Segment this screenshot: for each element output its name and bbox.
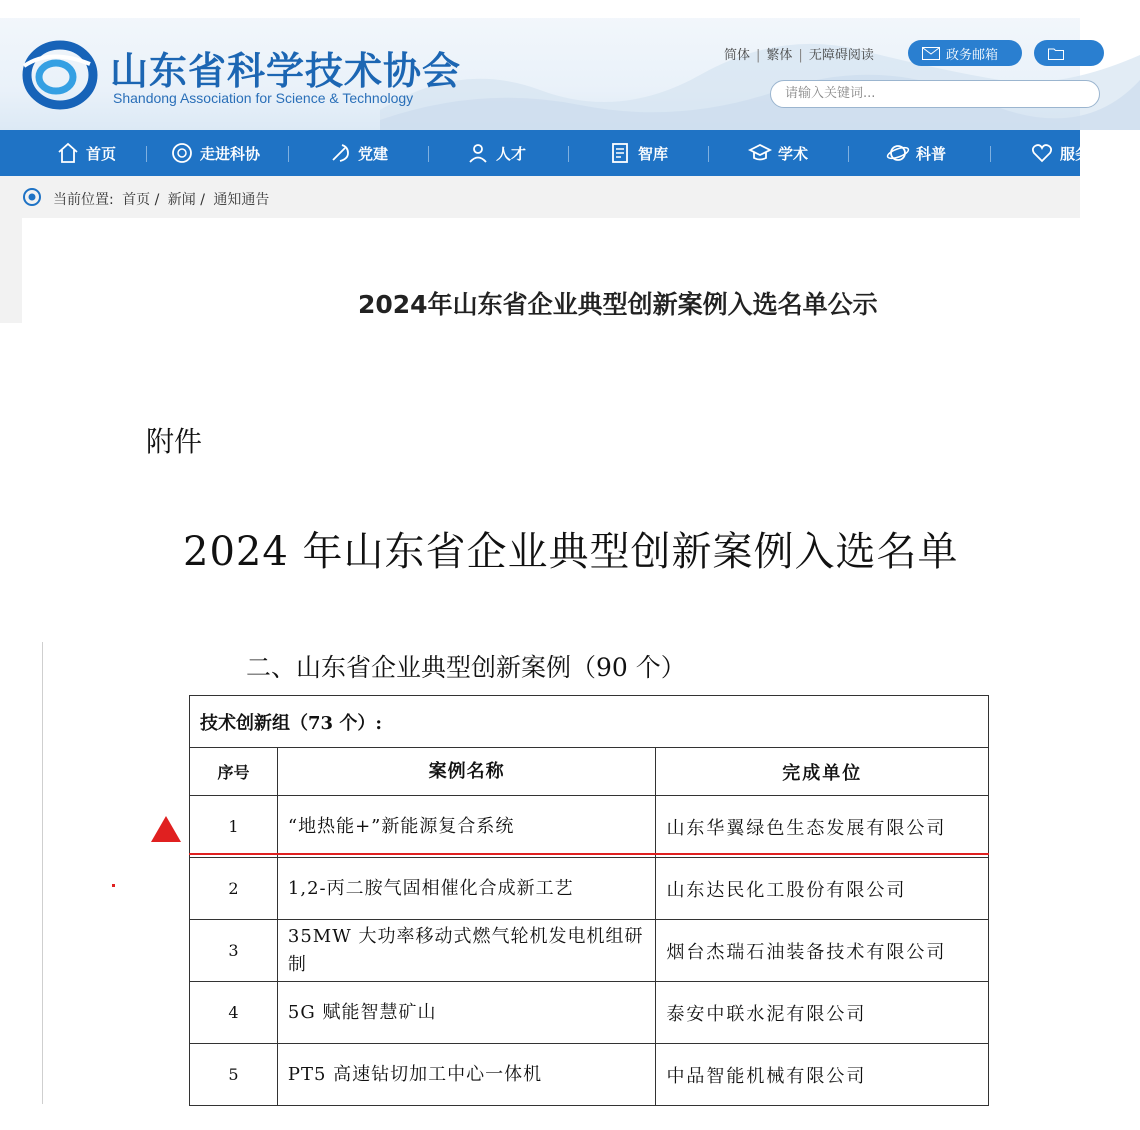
table-row	[190, 982, 989, 1044]
nav-divider	[848, 146, 849, 162]
location-icon	[22, 187, 42, 207]
site-name-en: Shandong Association for Science & Technology	[113, 90, 414, 106]
header-name: 案例名称	[277, 748, 656, 796]
nav-divider	[428, 146, 429, 162]
breadcrumb	[0, 176, 1080, 218]
gov-mail-label: 政务邮箱	[946, 47, 999, 63]
case-table	[189, 695, 989, 1106]
row-no: 2	[190, 858, 278, 920]
document-icon	[608, 141, 632, 165]
search-input[interactable]: 请输入关键词...	[770, 80, 1100, 108]
group-label: 技术创新组（73 个）:	[190, 696, 989, 748]
nav-item-service[interactable]: 服务	[1030, 130, 1090, 176]
table-row	[190, 1044, 989, 1106]
highlight-dot	[112, 884, 115, 887]
nav-item-science[interactable]: 科普	[886, 130, 946, 176]
header-unit: 完成单位	[656, 748, 989, 796]
nav-divider	[146, 146, 147, 162]
row-name: 1,2-丙二胺气固相催化合成新工艺	[277, 858, 656, 920]
article-title: 2024年山东省企业典型创新案例入选名单公示	[358, 290, 878, 319]
doc-section-heading: 二、山东省企业典型创新案例（90 个）	[246, 653, 686, 682]
highlight-underline	[189, 853, 989, 855]
highlight-triangle-icon	[151, 816, 181, 842]
row-name: 5G 赋能智慧矿山	[277, 982, 656, 1044]
main-nav	[0, 130, 1091, 176]
home-icon	[56, 141, 80, 165]
row-no: 4	[190, 982, 278, 1044]
person-icon	[466, 141, 490, 165]
table-row	[190, 920, 989, 982]
doc-page-edge	[42, 642, 43, 1104]
table-row	[190, 858, 989, 920]
row-name: 35MW 大功率移动式燃气轮机发电机组研制	[277, 920, 656, 982]
nav-divider	[568, 146, 569, 162]
row-unit: 中品智能机械有限公司	[656, 1044, 989, 1106]
nav-item-talent[interactable]: 人才	[466, 130, 526, 176]
gov-mail-button[interactable]	[908, 40, 1022, 66]
nav-item-thinktank[interactable]: 智库	[608, 130, 668, 176]
planet-icon	[886, 141, 910, 165]
graduation-cap-icon	[748, 141, 772, 165]
table-row	[190, 796, 989, 858]
accessibility-link[interactable]: 无障碍阅读	[808, 48, 874, 63]
row-no: 5	[190, 1044, 278, 1106]
party-icon	[328, 141, 352, 165]
mail-icon	[922, 47, 940, 60]
header-no: 序号	[190, 748, 278, 796]
breadcrumb-news[interactable]: 新闻 /	[167, 192, 205, 208]
traditional-link[interactable]: 繁体	[766, 48, 793, 63]
top-strip	[0, 0, 1080, 18]
nav-divider	[288, 146, 289, 162]
nav-item-about[interactable]: 走进科协	[170, 130, 260, 176]
row-unit: 山东达民化工股份有限公司	[656, 858, 989, 920]
nav-item-academic[interactable]: 学术	[748, 130, 808, 176]
row-no: 3	[190, 920, 278, 982]
nav-item-party[interactable]: 党建	[328, 130, 388, 176]
folder-button[interactable]	[1034, 40, 1104, 66]
doc-annex-label: 附件	[146, 425, 203, 458]
sast-logo-icon[interactable]	[20, 38, 98, 112]
doc-title: 2024 年山东省企业典型创新案例入选名单	[183, 529, 959, 575]
site-name-cn[interactable]: 山东省科学技术协会	[110, 48, 462, 93]
nav-item-home[interactable]: 首页	[56, 130, 116, 176]
folder-icon	[1048, 47, 1064, 60]
site-header	[0, 0, 1080, 130]
simplified-link[interactable]: 简体	[724, 48, 751, 63]
side-gutter	[0, 218, 22, 323]
table-group-row	[190, 696, 989, 748]
language-links: 简体 | 繁体 | 无障碍阅读	[724, 48, 874, 63]
breadcrumb-notice[interactable]: 通知通告	[213, 192, 270, 208]
row-name: “地热能+”新能源复合系统	[277, 796, 656, 858]
nav-divider	[708, 146, 709, 162]
row-unit: 山东华翼绿色生态发展有限公司	[656, 796, 989, 858]
nav-divider	[990, 146, 991, 162]
row-no: 1	[190, 796, 278, 858]
row-unit: 泰安中联水泥有限公司	[656, 982, 989, 1044]
emblem-icon	[170, 141, 194, 165]
heart-icon	[1030, 141, 1054, 165]
breadcrumb-home[interactable]: 首页 /	[122, 192, 160, 208]
mountain-background	[380, 20, 1140, 130]
breadcrumb-label: 当前位置:	[53, 192, 114, 208]
table-header-row	[190, 748, 989, 796]
row-unit: 烟台杰瑞石油装备技术有限公司	[656, 920, 989, 982]
row-name: PT5 高速钻切加工中心一体机	[277, 1044, 656, 1106]
